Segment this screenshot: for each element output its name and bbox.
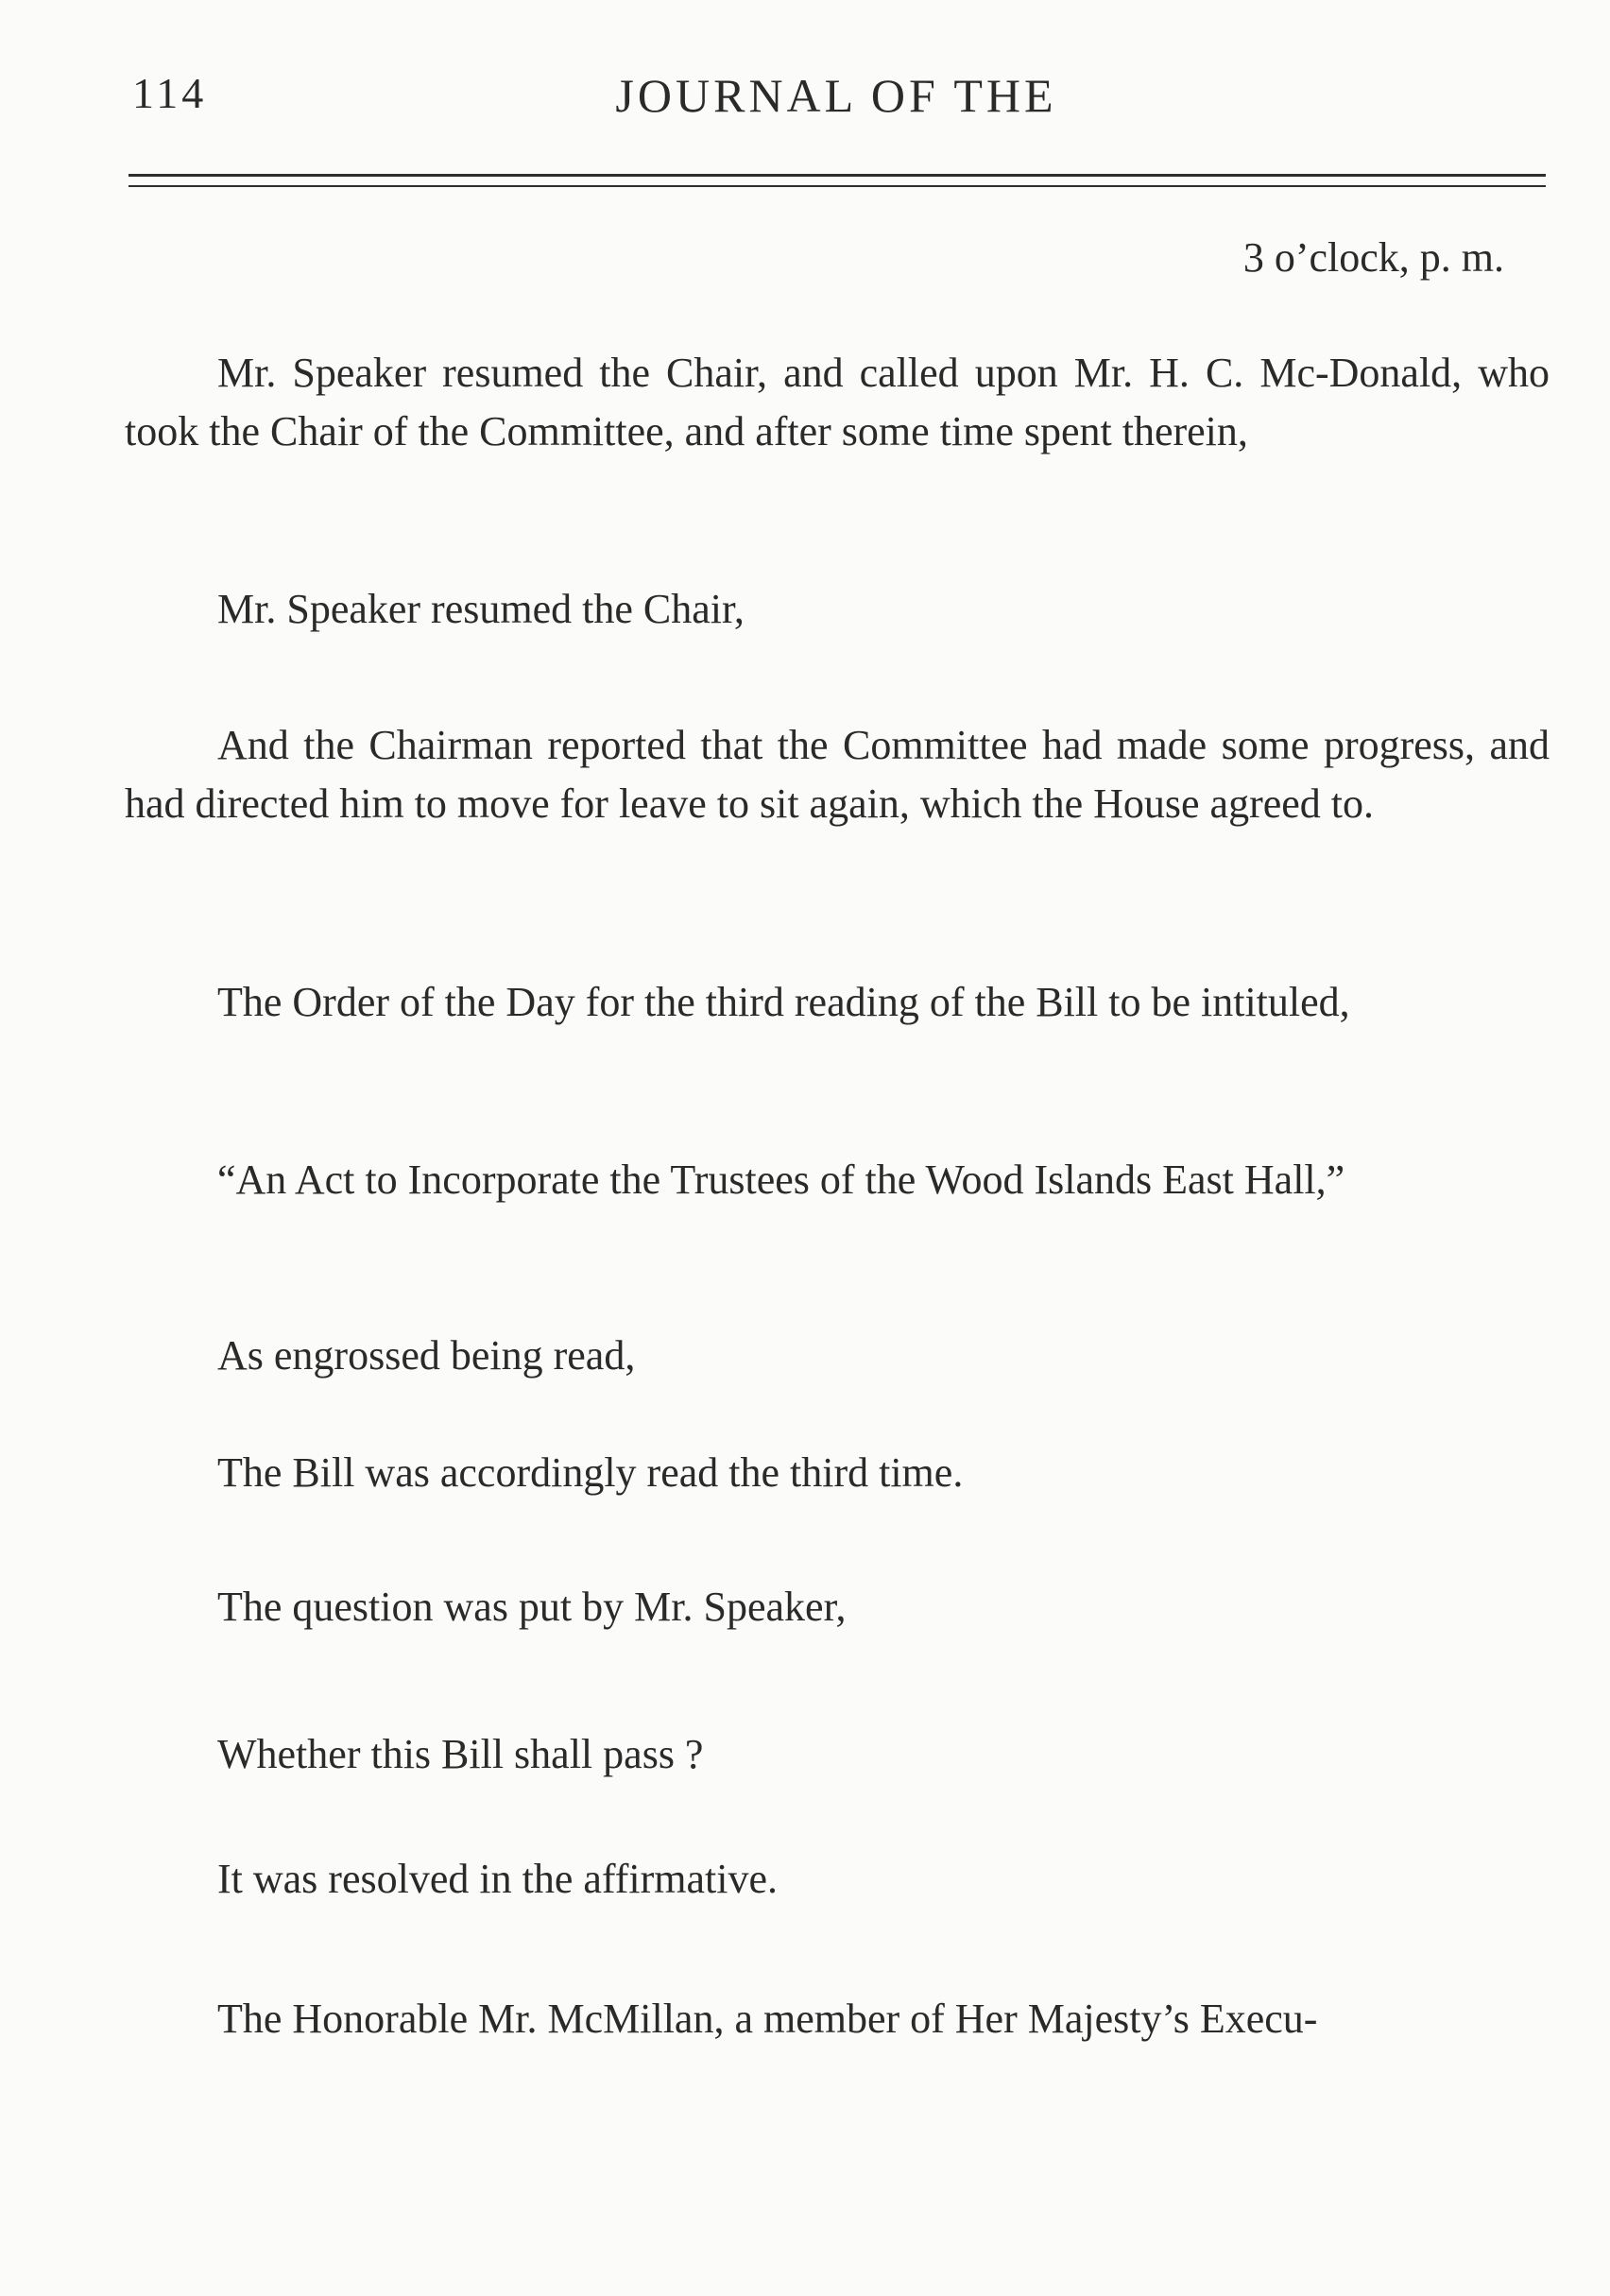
paragraph-text: Whether this Bill shall pass ? <box>217 1731 704 1777</box>
paragraph-honorable-mcmillan <box>125 1990 1550 2048</box>
paragraph-speaker-resumed-chair-1 <box>125 344 1550 461</box>
paragraph-text: And the Chairman reported that the Committee had made some progress, and had directed him to move for leave to sit again, which the House agreed to. <box>125 722 1550 827</box>
paragraph-text: The Honorable Mr. McMillan, a member of Her Majesty’s Execu- <box>217 1996 1318 2042</box>
header-rule-thick <box>128 174 1546 177</box>
paragraph-speaker-resumed-chair-2 <box>125 580 1550 639</box>
paragraph-order-of-day <box>125 973 1550 1032</box>
paragraph-text: Mr. Speaker resumed the Chair, and called upon Mr. H. C. Mc-Donald, who took the Chair of the Committee, and after some time spent therein, <box>125 350 1550 454</box>
paragraph-third-reading <box>125 1444 1550 1502</box>
paragraph-text: The question was put by Mr. Speaker, <box>217 1584 847 1630</box>
paragraph-question-put <box>125 1578 1550 1636</box>
header-rule-thin <box>128 185 1546 187</box>
paragraph-text: The Order of the Day for the third reading of the Bill to be intituled, <box>217 979 1350 1025</box>
time-stamp: 3 o’clock, p. m. <box>1242 234 1504 281</box>
running-title: JOURNAL OF THE <box>615 69 1057 122</box>
paragraph-text: “An Act to Incorporate the Trustees of the Wood Islands East Hall,” <box>217 1157 1345 1203</box>
page-number: 114 <box>132 69 208 117</box>
paragraph-as-engrossed <box>125 1327 1550 1385</box>
paragraph-whether-pass <box>125 1725 1550 1784</box>
paragraph-chairman-reported <box>125 716 1550 833</box>
paragraph-text: As engrossed being read, <box>217 1332 636 1379</box>
paragraph-resolved-affirmative <box>125 1850 1550 1909</box>
paragraph-text: The Bill was accordingly read the third time. <box>217 1449 964 1496</box>
paragraph-text: It was resolved in the affirmative. <box>217 1856 778 1902</box>
paragraph-bill-title <box>125 1151 1550 1209</box>
paragraph-text: Mr. Speaker resumed the Chair, <box>217 586 745 632</box>
